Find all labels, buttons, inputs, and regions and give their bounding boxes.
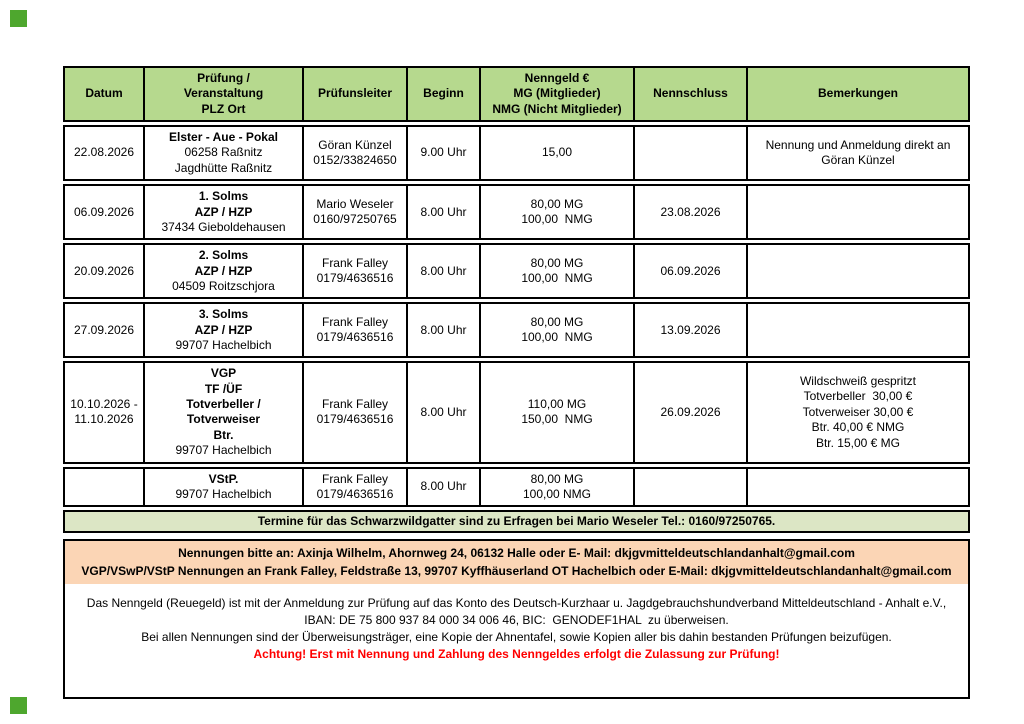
cell-line: 80,00 MG [530, 255, 584, 270]
cell-line: 04509 Roitzschjora [172, 278, 275, 293]
document-page [63, 66, 970, 699]
cell-line: 1. Solms [198, 189, 249, 204]
cell-line: 0179/4636516 [316, 330, 394, 345]
cell-pruefung [145, 363, 304, 461]
table-row [63, 184, 970, 240]
cell-datum [65, 363, 145, 461]
cell-line: 99707 Hachelbich [175, 443, 272, 458]
cell-line: Datum [85, 86, 123, 101]
header-pruefunsleiter [304, 68, 408, 120]
cell-bemerkungen [748, 186, 968, 238]
cell-pruefunsleiter [304, 469, 408, 506]
cell-line: 2. Solms [198, 248, 249, 263]
header-beginn [408, 68, 481, 120]
cell-pruefung [145, 186, 304, 238]
notice-warning-line: Achtung! Erst mit Nennung und Zahlung des Nenngeldes erfolgt die Zulassung zur Prüfung! [253, 647, 780, 662]
cell-beginn [408, 186, 481, 238]
cell-beginn [408, 245, 481, 297]
cell-line: NMG (Nicht Mitglieder) [492, 101, 622, 116]
cell-line: Elster - Aue - Pokal [169, 130, 278, 145]
cell-pruefunsleiter [304, 245, 408, 297]
cell-bemerkungen [748, 469, 968, 506]
notice-header-line-2: VGP/VSwP/VStP Nennungen an Frank Falley, Feldstraße 13, 99707 Kyffhäuserland OT Hachelbich oder E-Mail: dkjgvmitteldeutschlandanhalt@gmail.com [81, 564, 952, 579]
cell-nenngeld [481, 245, 635, 297]
cell-beginn [408, 304, 481, 356]
header-nennschluss [635, 68, 748, 120]
table-row [63, 243, 970, 299]
cell-beginn [408, 469, 481, 506]
cell-line: 8.00 Uhr [420, 404, 467, 419]
cell-pruefunsleiter [304, 304, 408, 356]
cell-bemerkungen [748, 304, 968, 356]
header-nenngeld [481, 68, 635, 120]
cell-bemerkungen [748, 245, 968, 297]
cell-line: MG (Mitglieder) [513, 86, 601, 101]
cell-datum [65, 186, 145, 238]
cell-line: VGP [210, 366, 237, 381]
schwarzwildgatter-banner [63, 510, 970, 533]
cell-line: 10.10.2026 - [70, 397, 138, 412]
cell-line: VStP. [208, 471, 239, 486]
table-row [63, 361, 970, 463]
cell-line: 0179/4636516 [316, 412, 394, 427]
cell-line: Btr. 40,00 € NMG [811, 420, 905, 435]
cell-line: Frank Falley [321, 397, 389, 412]
cell-datum [65, 469, 145, 506]
cell-line: 11.10.2026 [74, 412, 134, 427]
cell-nenngeld [481, 469, 635, 506]
cell-line: Nenngeld € [524, 71, 590, 85]
cell-nennschluss [635, 186, 748, 238]
cell-line: Beginn [423, 86, 464, 101]
cell-nenngeld [481, 127, 635, 179]
notice-body-line-1: Das Nenngeld (Reuegeld) ist mit der Anmeldung zur Prüfung auf das Konto des Deutsch-Kurzhaar u. Jagdgebrauchshundverband Mitteldeutschland - Anhalt e.V., [86, 596, 947, 611]
cell-line: 15,00 [541, 145, 573, 160]
cell-line: 100,00 NMG [522, 486, 592, 501]
cell-pruefung [145, 304, 304, 356]
cell-pruefung [145, 469, 304, 506]
cell-beginn [408, 127, 481, 179]
cell-line: Prüfung / [197, 71, 250, 85]
cell-pruefung [145, 245, 304, 297]
table-header-row [63, 66, 970, 122]
cell-line: 06.09.2026 [660, 263, 721, 278]
exam-schedule-table [63, 66, 970, 507]
cell-line: 0152/33824650 [313, 153, 397, 168]
banner-text: Termine für das Schwarzwildgatter sind zu Erfragen bei Mario Weseler Tel.: 0160/97250765. [257, 514, 776, 529]
cell-line: 27.09.2026 [73, 322, 135, 337]
cell-pruefunsleiter [304, 127, 408, 179]
cell-line: Göran Künzel [318, 137, 392, 152]
notice-header-line-1: Nennungen bitte an: Axinja Wilhelm, Ahornweg 24, 06132 Halle oder E- Mail: dkjgvmitteldeutschlandanhalt@gmail.com [178, 546, 855, 561]
notice-body-line-2: IBAN: DE 75 800 937 84 000 34 006 46, BIC: GENODEF1HAL zu überweisen. [304, 613, 729, 628]
cell-line: Frank Falley [321, 314, 389, 329]
notice-header [65, 541, 968, 584]
cell-line: 80,00 MG [530, 471, 584, 486]
cell-bemerkungen [748, 363, 968, 461]
cell-line: 23.08.2026 [660, 204, 721, 219]
cell-nenngeld [481, 304, 635, 356]
cell-line: Btr. [213, 427, 234, 442]
cell-line: 0179/4636516 [316, 271, 394, 286]
cell-line: 8.00 Uhr [420, 479, 467, 494]
cell-pruefunsleiter [304, 186, 408, 238]
cell-line: 100,00 NMG [521, 271, 593, 286]
cell-line: AZP / HZP [194, 204, 253, 219]
cell-line: 100,00 NMG [521, 212, 593, 227]
cell-datum [65, 127, 145, 179]
header-pruefung [145, 68, 304, 120]
notice-body-line-3: Bei allen Nennungen sind der Überweisungsträger, eine Kopie der Ahnentafel, sowie Kopien aller bis dahin bestanden Prüfungen beizufügen. [141, 630, 892, 645]
cell-pruefung [145, 127, 304, 179]
cell-nennschluss [635, 469, 748, 506]
cell-line: PLZ Ort [201, 101, 246, 116]
cell-line: 0179/4636516 [316, 486, 394, 501]
cell-line: 99707 Hachelbich [175, 486, 272, 501]
cell-line: 06.09.2026 [73, 204, 135, 219]
cell-nennschluss [635, 363, 748, 461]
notice-box [63, 539, 970, 699]
cell-line: 3. Solms [198, 307, 249, 322]
cell-line: 9.00 Uhr [420, 145, 467, 160]
cell-nenngeld [481, 363, 635, 461]
cell-line: 06258 Raßnitz [184, 145, 263, 160]
header-datum [65, 68, 145, 120]
cell-pruefunsleiter [304, 363, 408, 461]
cell-nennschluss [635, 245, 748, 297]
cell-line: Frank Falley [321, 471, 389, 486]
cell-datum [65, 245, 145, 297]
cell-line: Wildschweiß gespritzt [799, 374, 917, 389]
cell-line: Totverweiser 30,00 € [802, 404, 914, 419]
cell-line: 8.00 Uhr [420, 204, 467, 219]
cell-line: 37434 Gieboldehausen [161, 219, 286, 234]
cell-line: Frank Falley [321, 255, 389, 270]
cell-beginn [408, 363, 481, 461]
cell-line: TF /ÜF [204, 381, 243, 396]
table-row [63, 125, 970, 181]
cell-line: Totverbeller / Totverweiser [186, 397, 265, 427]
corner-marker-top-left [10, 10, 27, 27]
cell-line: Jagdhütte Raßnitz [174, 160, 273, 175]
cell-line: 0160/97250765 [313, 212, 397, 227]
cell-line: 99707 Hachelbich [175, 338, 272, 353]
cell-line: 150,00 NMG [521, 412, 593, 427]
cell-line: Veranstaltung [183, 86, 264, 101]
cell-line: 100,00 NMG [521, 330, 593, 345]
cell-datum [65, 304, 145, 356]
cell-line: 26.09.2026 [660, 404, 721, 419]
cell-line: Prüfunsleiter [317, 86, 392, 101]
cell-nennschluss [635, 127, 748, 179]
cell-line: Mario Weseler [316, 196, 394, 211]
table-row [63, 302, 970, 358]
cell-line: 22.08.2026 [73, 145, 135, 160]
cell-line: 13.09.2026 [660, 322, 721, 337]
cell-line: AZP / HZP [194, 263, 253, 278]
cell-line: Nennung und Anmeldung direkt an Göran Künzel [765, 137, 954, 168]
cell-line: 8.00 Uhr [420, 322, 467, 337]
cell-nenngeld [481, 186, 635, 238]
cell-line: Btr. 15,00 € MG [815, 435, 901, 450]
cell-line: 80,00 MG [530, 196, 584, 211]
notice-body [65, 584, 968, 697]
cell-line: Nennschluss [653, 86, 728, 101]
table-row [63, 467, 970, 508]
cell-line: Totverbeller 30,00 € [803, 389, 913, 404]
cell-line: 110,00 MG [527, 397, 587, 412]
cell-bemerkungen [748, 127, 968, 179]
cell-line: 80,00 MG [530, 314, 584, 329]
cell-line: Bemerkungen [817, 86, 899, 101]
corner-marker-bottom-left [10, 697, 27, 714]
header-bemerkungen [748, 68, 968, 120]
cell-line: 8.00 Uhr [420, 263, 467, 278]
cell-line: 20.09.2026 [73, 263, 135, 278]
cell-nennschluss [635, 304, 748, 356]
cell-line: AZP / HZP [194, 322, 253, 337]
